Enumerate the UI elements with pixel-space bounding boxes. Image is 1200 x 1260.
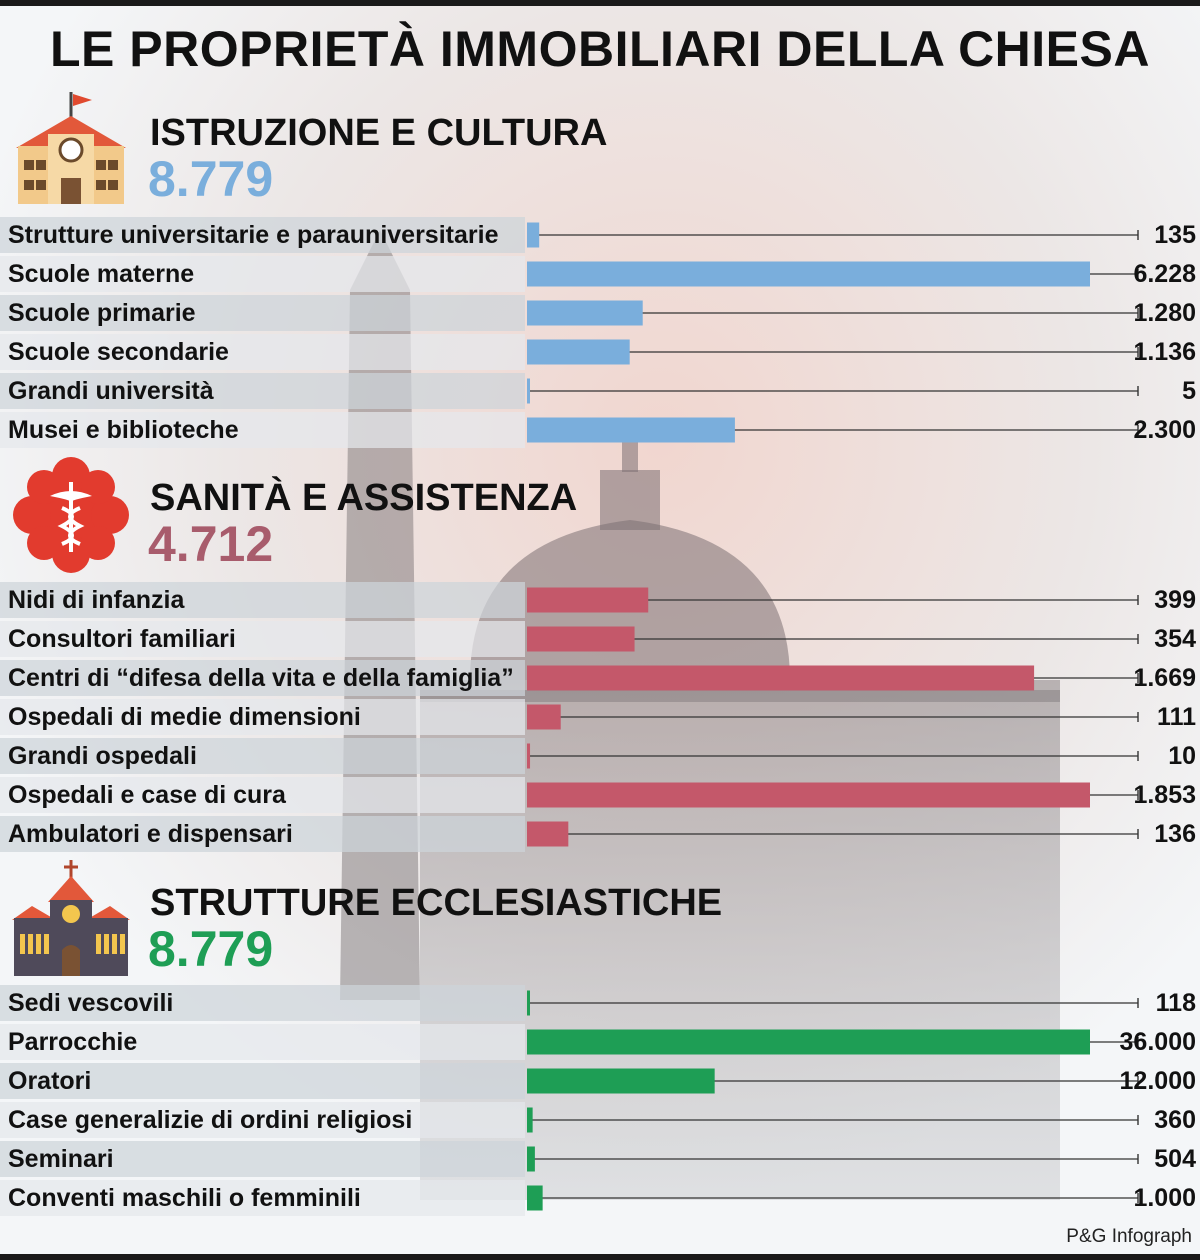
value-label-sanita: 111	[1157, 703, 1196, 731]
category-label-istruzione: Strutture universitarie e parauniversitarie	[0, 217, 525, 253]
top-border	[0, 0, 1200, 6]
caduceus-cross-icon	[10, 456, 132, 574]
category-label-strutture: Oratori	[0, 1063, 525, 1099]
value-label-sanita: 10	[1168, 742, 1196, 770]
bar-sanita	[527, 666, 1034, 691]
bar-istruzione	[527, 340, 630, 365]
value-label-strutture: 1.000	[1133, 1184, 1196, 1212]
category-label-strutture: Case generalizie di ordini religiosi	[0, 1102, 525, 1138]
value-label-strutture: 360	[1154, 1106, 1196, 1134]
page-title: LE PROPRIETÀ IMMOBILIARI DELLA CHIESA	[50, 21, 1150, 77]
value-label-istruzione: 1.280	[1133, 299, 1196, 327]
value-label-strutture: 118	[1155, 989, 1196, 1017]
value-label-strutture: 12.000	[1119, 1067, 1196, 1095]
category-label-sanita: Ospedali e case di cura	[0, 777, 525, 813]
category-label-sanita: Grandi ospedali	[0, 738, 525, 774]
bar-strutture	[527, 1069, 715, 1094]
category-label-sanita: Ospedali di medie dimensioni	[0, 699, 525, 735]
bar-sanita	[527, 705, 561, 730]
value-label-istruzione: 2.300	[1133, 416, 1196, 444]
category-label-sanita: Consultori familiari	[0, 621, 525, 657]
bar-istruzione	[527, 379, 530, 404]
bar-sanita	[527, 627, 635, 652]
category-label-strutture: Conventi maschili o femminili	[0, 1180, 525, 1216]
bar-istruzione	[527, 301, 643, 326]
bar-strutture	[527, 1147, 535, 1172]
bar-sanita	[527, 744, 530, 769]
value-label-istruzione: 5	[1182, 377, 1196, 405]
category-label-sanita: Centri di “difesa della vita e della famiglia”	[0, 660, 525, 696]
value-label-sanita: 1.669	[1133, 664, 1196, 692]
value-label-strutture: 36.000	[1119, 1028, 1196, 1056]
category-label-istruzione: Musei e biblioteche	[0, 412, 525, 448]
bar-strutture	[527, 1108, 533, 1133]
section-total-strutture: 8.779	[148, 921, 274, 977]
category-label-istruzione: Scuole primarie	[0, 295, 525, 331]
bar-strutture	[527, 1030, 1090, 1055]
category-label-istruzione: Scuole secondarie	[0, 334, 525, 370]
category-label-strutture: Parrocchie	[0, 1024, 525, 1060]
value-label-sanita: 354	[1154, 625, 1196, 653]
section-total-istruzione: 8.779	[148, 151, 274, 207]
value-label-sanita: 136	[1154, 820, 1196, 848]
school-building-icon	[6, 90, 136, 210]
bar-istruzione	[527, 262, 1090, 287]
bar-strutture	[527, 1186, 543, 1211]
bar-sanita	[527, 822, 568, 847]
section-title-strutture: STRUTTURE ECCLESIASTICHE	[150, 882, 723, 924]
bottom-border	[0, 1254, 1200, 1260]
credit-text: P&G Infograph	[1066, 1226, 1192, 1247]
category-label-istruzione: Grandi università	[0, 373, 525, 409]
category-label-strutture: Seminari	[0, 1141, 525, 1177]
value-label-sanita: 399	[1154, 586, 1196, 614]
category-label-istruzione: Scuole materne	[0, 256, 525, 292]
category-label-sanita: Nidi di infanzia	[0, 582, 525, 618]
value-label-sanita: 1.853	[1133, 781, 1196, 809]
value-label-strutture: 504	[1154, 1145, 1196, 1173]
value-label-istruzione: 6.228	[1133, 260, 1196, 288]
bar-sanita	[527, 588, 648, 613]
bar-istruzione	[527, 418, 735, 443]
bar-istruzione	[527, 223, 539, 248]
bar-sanita	[527, 783, 1090, 808]
section-total-sanita: 4.712	[148, 516, 274, 572]
value-label-istruzione: 135	[1154, 221, 1196, 249]
category-label-sanita: Ambulatori e dispensari	[0, 816, 525, 852]
church-building-icon	[8, 858, 134, 980]
value-label-istruzione: 1.136	[1133, 338, 1196, 366]
section-title-istruzione: ISTRUZIONE E CULTURA	[150, 112, 608, 154]
section-title-sanita: SANITÀ E ASSISTENZA	[150, 477, 578, 519]
category-label-strutture: Sedi vescovili	[0, 985, 525, 1021]
bar-strutture	[527, 991, 530, 1016]
